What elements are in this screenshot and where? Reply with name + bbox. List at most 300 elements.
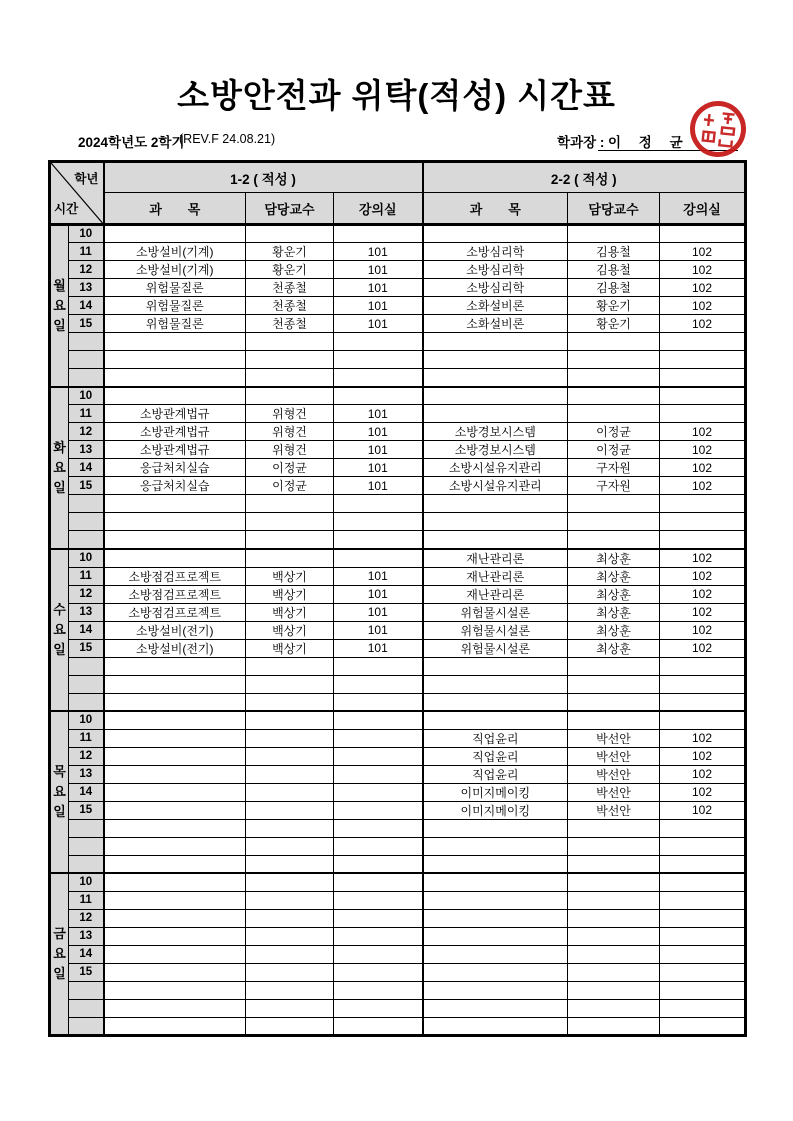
room-cell bbox=[660, 387, 746, 405]
professor-cell bbox=[568, 927, 660, 945]
time-label bbox=[69, 333, 104, 351]
timetable-row bbox=[50, 567, 746, 585]
room-cell bbox=[334, 909, 423, 927]
timetable-row bbox=[50, 243, 746, 261]
room-cell bbox=[334, 693, 423, 711]
room-cell: 102 bbox=[660, 729, 746, 747]
professor-cell: 박선안 bbox=[568, 729, 660, 747]
professor-cell: 백상기 bbox=[246, 567, 334, 585]
timetable-header bbox=[50, 162, 746, 225]
room-cell bbox=[334, 747, 423, 765]
room-cell bbox=[334, 981, 423, 999]
professor-cell bbox=[246, 387, 334, 405]
day-label: 목 요 일 bbox=[50, 711, 69, 873]
subject-cell bbox=[104, 927, 246, 945]
col-header-professor-1: 담당교수 bbox=[246, 193, 334, 225]
col-header-professor-2: 담당교수 bbox=[568, 193, 660, 225]
professor-cell bbox=[246, 765, 334, 783]
room-cell bbox=[334, 351, 423, 369]
time-label: 14 bbox=[69, 297, 104, 315]
timetable-row bbox=[50, 333, 746, 351]
subject-cell bbox=[423, 693, 568, 711]
time-label: 10 bbox=[69, 387, 104, 405]
time-label bbox=[69, 513, 104, 531]
subject-cell bbox=[423, 711, 568, 729]
subject-cell bbox=[104, 891, 246, 909]
professor-cell: 백상기 bbox=[246, 603, 334, 621]
professor-cell bbox=[246, 747, 334, 765]
time-label: 12 bbox=[69, 747, 104, 765]
professor-cell bbox=[246, 531, 334, 549]
professor-cell: 최상훈 bbox=[568, 639, 660, 657]
corner-cell bbox=[50, 162, 104, 225]
timetable-row bbox=[50, 981, 746, 999]
subject-cell bbox=[104, 729, 246, 747]
subject-cell: 이미지메이킹 bbox=[423, 783, 568, 801]
subject-cell bbox=[423, 873, 568, 891]
subject-cell bbox=[423, 531, 568, 549]
subject-cell: 직업윤리 bbox=[423, 747, 568, 765]
time-label bbox=[69, 981, 104, 999]
timetable-row bbox=[50, 369, 746, 387]
corner-time-label: 시간 bbox=[54, 202, 79, 216]
subject-cell bbox=[423, 513, 568, 531]
timetable-row bbox=[50, 873, 746, 891]
professor-cell bbox=[568, 909, 660, 927]
time-label: 13 bbox=[69, 603, 104, 621]
timetable-row bbox=[50, 495, 746, 513]
timetable bbox=[48, 160, 747, 1037]
timetable-row bbox=[50, 747, 746, 765]
room-cell bbox=[334, 873, 423, 891]
professor-cell: 최상훈 bbox=[568, 585, 660, 603]
time-label: 15 bbox=[69, 639, 104, 657]
time-label: 11 bbox=[69, 405, 104, 423]
room-cell bbox=[660, 909, 746, 927]
professor-cell bbox=[246, 981, 334, 999]
subject-cell: 소방관계법규 bbox=[104, 405, 246, 423]
room-cell: 102 bbox=[660, 459, 746, 477]
room-cell bbox=[660, 405, 746, 423]
timetable-row bbox=[50, 351, 746, 369]
room-cell: 102 bbox=[660, 315, 746, 333]
room-cell bbox=[660, 891, 746, 909]
timetable-row bbox=[50, 621, 746, 639]
professor-cell bbox=[246, 675, 334, 693]
timetable-row bbox=[50, 225, 746, 243]
professor-cell bbox=[568, 405, 660, 423]
dept-head-seal-stamp-icon bbox=[685, 96, 751, 162]
timetable-row bbox=[50, 711, 746, 729]
subject-cell bbox=[104, 225, 246, 243]
timetable-row bbox=[50, 279, 746, 297]
day-block-5 bbox=[50, 873, 746, 1035]
dept-head-name: 이 정 균 bbox=[608, 135, 690, 150]
professor-cell bbox=[246, 873, 334, 891]
professor-cell bbox=[568, 675, 660, 693]
timetable-row bbox=[50, 459, 746, 477]
professor-cell bbox=[246, 369, 334, 387]
professor-cell: 구자원 bbox=[568, 459, 660, 477]
subject-cell: 위험물시설론 bbox=[423, 603, 568, 621]
time-label bbox=[69, 855, 104, 873]
subject-cell bbox=[104, 675, 246, 693]
room-cell bbox=[334, 495, 423, 513]
time-label: 14 bbox=[69, 945, 104, 963]
subject-cell bbox=[104, 657, 246, 675]
page-title: 소방안전과 위탁(적성) 시간표 bbox=[177, 77, 616, 114]
subject-cell bbox=[104, 513, 246, 531]
room-cell bbox=[334, 549, 423, 568]
time-label: 11 bbox=[69, 567, 104, 585]
professor-cell bbox=[246, 333, 334, 351]
timetable-row bbox=[50, 603, 746, 621]
subject-cell: 소방심리학 bbox=[423, 261, 568, 279]
subject-cell bbox=[423, 675, 568, 693]
room-cell bbox=[334, 819, 423, 837]
professor-cell bbox=[246, 783, 334, 801]
time-label: 11 bbox=[69, 729, 104, 747]
professor-cell: 천종철 bbox=[246, 279, 334, 297]
professor-cell bbox=[568, 351, 660, 369]
room-cell bbox=[334, 765, 423, 783]
timetable-row bbox=[50, 477, 746, 495]
room-cell bbox=[660, 855, 746, 873]
col-header-subject-1: 과 목 bbox=[104, 193, 246, 225]
time-label: 11 bbox=[69, 243, 104, 261]
room-cell bbox=[334, 657, 423, 675]
subject-cell bbox=[423, 963, 568, 981]
semester-label: 2024학년도 2학기 bbox=[78, 135, 185, 150]
professor-cell bbox=[568, 513, 660, 531]
room-cell bbox=[660, 945, 746, 963]
professor-cell: 백상기 bbox=[246, 621, 334, 639]
professor-cell: 최상훈 bbox=[568, 549, 660, 568]
room-cell: 101 bbox=[334, 423, 423, 441]
subject-cell bbox=[423, 405, 568, 423]
timetable-row bbox=[50, 765, 746, 783]
professor-cell: 위형건 bbox=[246, 441, 334, 459]
room-cell bbox=[660, 837, 746, 855]
professor-cell bbox=[568, 495, 660, 513]
subject-cell bbox=[104, 999, 246, 1017]
time-label bbox=[69, 693, 104, 711]
subject-cell bbox=[104, 873, 246, 891]
professor-cell: 박선안 bbox=[568, 765, 660, 783]
col-header-room-2: 강의실 bbox=[660, 193, 746, 225]
subject-cell bbox=[104, 783, 246, 801]
day-block-2 bbox=[50, 387, 746, 549]
professor-cell: 천종철 bbox=[246, 297, 334, 315]
timetable-row bbox=[50, 693, 746, 711]
professor-cell bbox=[568, 531, 660, 549]
room-cell: 102 bbox=[660, 765, 746, 783]
room-cell bbox=[334, 387, 423, 405]
time-label: 11 bbox=[69, 891, 104, 909]
subject-cell bbox=[104, 531, 246, 549]
subject-cell bbox=[104, 351, 246, 369]
room-cell bbox=[660, 333, 746, 351]
subject-cell: 소방시설유지관리 bbox=[423, 459, 568, 477]
professor-cell: 최상훈 bbox=[568, 567, 660, 585]
room-cell bbox=[660, 819, 746, 837]
room-cell bbox=[334, 963, 423, 981]
time-label: 13 bbox=[69, 927, 104, 945]
timetable-row bbox=[50, 423, 746, 441]
professor-cell bbox=[568, 693, 660, 711]
subject-cell bbox=[423, 927, 568, 945]
professor-cell bbox=[568, 981, 660, 999]
professor-cell: 김용철 bbox=[568, 243, 660, 261]
subject-cell bbox=[104, 549, 246, 568]
time-label: 13 bbox=[69, 765, 104, 783]
room-cell bbox=[660, 963, 746, 981]
room-cell bbox=[660, 225, 746, 243]
room-cell bbox=[334, 783, 423, 801]
timetable-row bbox=[50, 585, 746, 603]
room-cell: 101 bbox=[334, 585, 423, 603]
subject-cell bbox=[104, 963, 246, 981]
timetable-row bbox=[50, 261, 746, 279]
professor-cell: 이정균 bbox=[246, 477, 334, 495]
professor-cell bbox=[568, 891, 660, 909]
col-header-room-1: 강의실 bbox=[334, 193, 423, 225]
group-header-2-2: 2-2 ( 적성 ) bbox=[423, 162, 746, 193]
subject-cell bbox=[423, 855, 568, 873]
timetable-row bbox=[50, 855, 746, 873]
professor-cell bbox=[568, 945, 660, 963]
subject-cell: 소방점검프로젝트 bbox=[104, 603, 246, 621]
room-cell: 102 bbox=[660, 783, 746, 801]
room-cell: 102 bbox=[660, 261, 746, 279]
professor-cell bbox=[246, 927, 334, 945]
room-cell: 102 bbox=[660, 279, 746, 297]
room-cell bbox=[334, 369, 423, 387]
time-label bbox=[69, 999, 104, 1017]
subject-cell: 소방점검프로젝트 bbox=[104, 585, 246, 603]
professor-cell: 박선안 bbox=[568, 747, 660, 765]
professor-cell bbox=[246, 837, 334, 855]
subject-cell bbox=[423, 657, 568, 675]
professor-cell bbox=[246, 909, 334, 927]
professor-cell bbox=[246, 693, 334, 711]
subject-cell bbox=[104, 369, 246, 387]
room-cell: 101 bbox=[334, 621, 423, 639]
room-cell: 102 bbox=[660, 801, 746, 819]
subject-cell: 재난관리론 bbox=[423, 567, 568, 585]
timetable-row bbox=[50, 549, 746, 568]
room-cell bbox=[660, 981, 746, 999]
room-cell bbox=[334, 729, 423, 747]
subject-cell bbox=[104, 945, 246, 963]
room-cell: 102 bbox=[660, 639, 746, 657]
room-cell: 101 bbox=[334, 315, 423, 333]
professor-cell bbox=[246, 999, 334, 1017]
timetable-row bbox=[50, 945, 746, 963]
room-cell bbox=[334, 891, 423, 909]
subject-cell bbox=[104, 765, 246, 783]
time-label bbox=[69, 1017, 104, 1035]
professor-cell: 박선안 bbox=[568, 783, 660, 801]
room-cell bbox=[660, 657, 746, 675]
room-cell: 102 bbox=[660, 747, 746, 765]
subject-cell bbox=[104, 801, 246, 819]
professor-cell: 황운기 bbox=[246, 261, 334, 279]
professor-cell: 황운기 bbox=[246, 243, 334, 261]
room-cell: 102 bbox=[660, 567, 746, 585]
subject-cell bbox=[423, 495, 568, 513]
revision-label: (REV.F 24.08.21) bbox=[179, 132, 276, 146]
subject-cell: 소화설비론 bbox=[423, 297, 568, 315]
subject-cell bbox=[104, 495, 246, 513]
room-cell bbox=[334, 225, 423, 243]
room-cell bbox=[660, 711, 746, 729]
professor-cell bbox=[568, 1017, 660, 1035]
room-cell: 101 bbox=[334, 603, 423, 621]
professor-cell: 이정균 bbox=[568, 423, 660, 441]
time-label: 14 bbox=[69, 783, 104, 801]
subject-cell bbox=[423, 387, 568, 405]
subject-cell: 소방설비(기계) bbox=[104, 261, 246, 279]
professor-cell bbox=[246, 819, 334, 837]
time-label: 10 bbox=[69, 225, 104, 243]
professor-cell: 황운기 bbox=[568, 297, 660, 315]
room-cell: 102 bbox=[660, 441, 746, 459]
group-header-1-2: 1-2 ( 적성 ) bbox=[104, 162, 423, 193]
timetable-row bbox=[50, 441, 746, 459]
time-label: 10 bbox=[69, 711, 104, 729]
professor-cell: 구자원 bbox=[568, 477, 660, 495]
timetable-row bbox=[50, 513, 746, 531]
subject-cell: 소방경보시스템 bbox=[423, 441, 568, 459]
professor-cell bbox=[568, 837, 660, 855]
time-label: 15 bbox=[69, 315, 104, 333]
time-label: 14 bbox=[69, 621, 104, 639]
professor-cell: 박선안 bbox=[568, 801, 660, 819]
timetable-row bbox=[50, 819, 746, 837]
room-cell: 101 bbox=[334, 477, 423, 495]
professor-cell: 황운기 bbox=[568, 315, 660, 333]
subject-cell bbox=[423, 999, 568, 1017]
professor-cell bbox=[568, 369, 660, 387]
time-label bbox=[69, 531, 104, 549]
subject-cell: 응급처치실습 bbox=[104, 477, 246, 495]
time-label: 10 bbox=[69, 549, 104, 568]
room-cell bbox=[334, 711, 423, 729]
subject-cell: 소방점검프로젝트 bbox=[104, 567, 246, 585]
subject-cell bbox=[423, 369, 568, 387]
professor-cell: 김용철 bbox=[568, 261, 660, 279]
subject-cell: 재난관리론 bbox=[423, 549, 568, 568]
subject-cell bbox=[423, 1017, 568, 1035]
timetable-container bbox=[48, 160, 747, 1037]
time-label bbox=[69, 675, 104, 693]
professor-cell bbox=[568, 855, 660, 873]
professor-cell bbox=[246, 963, 334, 981]
professor-cell bbox=[568, 333, 660, 351]
professor-cell: 김용철 bbox=[568, 279, 660, 297]
time-label: 13 bbox=[69, 441, 104, 459]
subject-cell: 소방설비(기계) bbox=[104, 243, 246, 261]
room-cell: 102 bbox=[660, 297, 746, 315]
time-label bbox=[69, 657, 104, 675]
room-cell bbox=[660, 675, 746, 693]
subject-cell bbox=[423, 225, 568, 243]
room-cell bbox=[660, 927, 746, 945]
subject-cell bbox=[423, 333, 568, 351]
time-label: 12 bbox=[69, 423, 104, 441]
room-cell: 102 bbox=[660, 423, 746, 441]
professor-cell bbox=[568, 657, 660, 675]
subject-cell bbox=[423, 351, 568, 369]
subject-cell bbox=[423, 837, 568, 855]
professor-cell: 이정균 bbox=[568, 441, 660, 459]
professor-cell bbox=[246, 351, 334, 369]
room-cell bbox=[334, 333, 423, 351]
timetable-row bbox=[50, 729, 746, 747]
subject-cell bbox=[423, 891, 568, 909]
professor-cell: 최상훈 bbox=[568, 603, 660, 621]
timetable-row bbox=[50, 837, 746, 855]
room-cell bbox=[660, 495, 746, 513]
time-label: 12 bbox=[69, 585, 104, 603]
room-cell: 101 bbox=[334, 567, 423, 585]
professor-cell bbox=[246, 1017, 334, 1035]
room-cell bbox=[660, 531, 746, 549]
professor-cell bbox=[246, 945, 334, 963]
timetable-row bbox=[50, 405, 746, 423]
time-label: 13 bbox=[69, 279, 104, 297]
time-label: 12 bbox=[69, 261, 104, 279]
time-label bbox=[69, 819, 104, 837]
room-cell bbox=[660, 369, 746, 387]
professor-cell bbox=[246, 891, 334, 909]
subject-cell bbox=[423, 945, 568, 963]
subject-cell: 소방관계법규 bbox=[104, 423, 246, 441]
subject-cell bbox=[104, 855, 246, 873]
subject-cell: 위험물시설론 bbox=[423, 639, 568, 657]
room-cell bbox=[334, 837, 423, 855]
timetable-row bbox=[50, 999, 746, 1017]
subject-cell: 소방설비(전기) bbox=[104, 639, 246, 657]
subject-cell: 재난관리론 bbox=[423, 585, 568, 603]
timetable-row bbox=[50, 927, 746, 945]
subject-cell: 위험물질론 bbox=[104, 297, 246, 315]
professor-cell bbox=[568, 225, 660, 243]
room-cell: 101 bbox=[334, 243, 423, 261]
professor-cell: 이정균 bbox=[246, 459, 334, 477]
room-cell: 101 bbox=[334, 405, 423, 423]
subject-cell: 위험물시설론 bbox=[423, 621, 568, 639]
dept-head-label: 학과장 : bbox=[557, 135, 605, 150]
subject-cell: 직업윤리 bbox=[423, 729, 568, 747]
col-header-subject-2: 과 목 bbox=[423, 193, 568, 225]
timetable-row bbox=[50, 639, 746, 657]
subject-cell bbox=[423, 981, 568, 999]
room-cell bbox=[334, 531, 423, 549]
time-label bbox=[69, 369, 104, 387]
room-cell bbox=[334, 1017, 423, 1035]
room-cell bbox=[660, 351, 746, 369]
time-label bbox=[69, 351, 104, 369]
professor-cell bbox=[568, 819, 660, 837]
professor-cell bbox=[568, 963, 660, 981]
professor-cell bbox=[246, 513, 334, 531]
room-cell: 102 bbox=[660, 549, 746, 568]
timetable-row bbox=[50, 387, 746, 405]
timetable-row bbox=[50, 657, 746, 675]
day-label: 화 요 일 bbox=[50, 387, 69, 549]
